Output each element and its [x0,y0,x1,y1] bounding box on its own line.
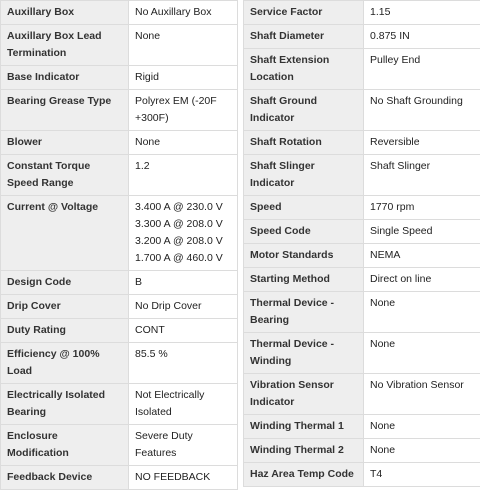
spec-label: Shaft Rotation [244,131,364,155]
spec-label: Enclosure Modification [1,425,129,466]
spec-label: Speed Code [244,220,364,244]
spec-value: 1770 rpm [364,196,480,220]
spec-row [1,131,238,155]
spec-row [244,463,480,487]
spec-row [1,1,238,25]
spec-label: Motor Standards [244,244,364,268]
spec-value: None [364,292,480,333]
spec-value: NEMA [364,244,480,268]
spec-row [244,333,480,374]
spec-value: T4 [364,463,480,487]
spec-value: NO FEEDBACK [129,466,238,490]
spec-row [244,268,480,292]
spec-row [244,220,480,244]
specs-table-right [243,0,480,487]
spec-label: Drip Cover [1,295,129,319]
spec-row [244,25,480,49]
spec-value: B [129,271,238,295]
spec-row [244,155,480,196]
spec-label: Auxillary Box Lead Termination [1,25,129,66]
spec-value: 0.875 IN [364,25,480,49]
spec-value: None [364,333,480,374]
spec-row [1,25,238,66]
spec-row [244,196,480,220]
spec-value: Polyrex EM (-20F +300F) [129,90,238,131]
spec-value: Single Speed [364,220,480,244]
spec-value-line: 3.300 A @ 208.0 V [135,216,231,233]
spec-label: Shaft Slinger Indicator [244,155,364,196]
spec-row [1,271,238,295]
spec-label: Vibration Sensor Indicator [244,374,364,415]
spec-row [1,66,238,90]
spec-value-line: 3.200 A @ 208.0 V [135,233,231,250]
spec-label: Shaft Ground Indicator [244,90,364,131]
spec-value: None [129,131,238,155]
spec-label: Feedback Device [1,466,129,490]
spec-value: Reversible [364,131,480,155]
spec-row [1,155,238,196]
spec-label: Winding Thermal 2 [244,439,364,463]
spec-value: None [364,415,480,439]
spec-value: Severe Duty Features [129,425,238,466]
spec-label: Electrically Isolated Bearing [1,384,129,425]
spec-value-line: 1.700 A @ 460.0 V [135,250,231,267]
spec-row [1,384,238,425]
spec-label: Constant Torque Speed Range [1,155,129,196]
spec-row [244,439,480,463]
spec-label: Winding Thermal 1 [244,415,364,439]
spec-label: Auxillary Box [1,1,129,25]
spec-label: Design Code [1,271,129,295]
spec-value: 85.5 % [129,343,238,384]
spec-value: No Auxillary Box [129,1,238,25]
spec-label: Service Factor [244,1,364,25]
spec-value: Rigid [129,66,238,90]
spec-row [1,196,238,271]
spec-value: None [364,439,480,463]
spec-label: Speed [244,196,364,220]
spec-label: Bearing Grease Type [1,90,129,131]
spec-label: Duty Rating [1,319,129,343]
spec-value: CONT [129,319,238,343]
spec-row [1,466,238,490]
spec-row [244,374,480,415]
spec-row [1,295,238,319]
spec-value-line: 3.400 A @ 230.0 V [135,199,231,216]
spec-row [1,343,238,384]
spec-value: None [129,25,238,66]
spec-label: Thermal Device - Bearing [244,292,364,333]
spec-value: Pulley End [364,49,480,90]
spec-label: Thermal Device - Winding [244,333,364,374]
spec-label: Haz Area Temp Code [244,463,364,487]
spec-row [244,415,480,439]
spec-row [244,292,480,333]
spec-row [244,1,480,25]
spec-label: Shaft Extension Location [244,49,364,90]
spec-row [1,90,238,131]
spec-row [1,319,238,343]
spec-value [129,196,238,271]
spec-value: 1.15 [364,1,480,25]
specs-table-left [0,0,238,490]
spec-label: Efficiency @ 100% Load [1,343,129,384]
spec-value: No Drip Cover [129,295,238,319]
spec-label: Starting Method [244,268,364,292]
spec-value: 1.2 [129,155,238,196]
spec-label: Base Indicator [1,66,129,90]
spec-row [244,131,480,155]
spec-label: Blower [1,131,129,155]
spec-row [244,244,480,268]
spec-value: Direct on line [364,268,480,292]
spec-value: No Shaft Grounding [364,90,480,131]
spec-row [244,49,480,90]
spec-value: Shaft Slinger [364,155,480,196]
spec-row [244,90,480,131]
spec-label: Current @ Voltage [1,196,129,271]
spec-row [1,425,238,466]
spec-label: Shaft Diameter [244,25,364,49]
spec-value: No Vibration Sensor [364,374,480,415]
spec-value: Not Electrically Isolated [129,384,238,425]
